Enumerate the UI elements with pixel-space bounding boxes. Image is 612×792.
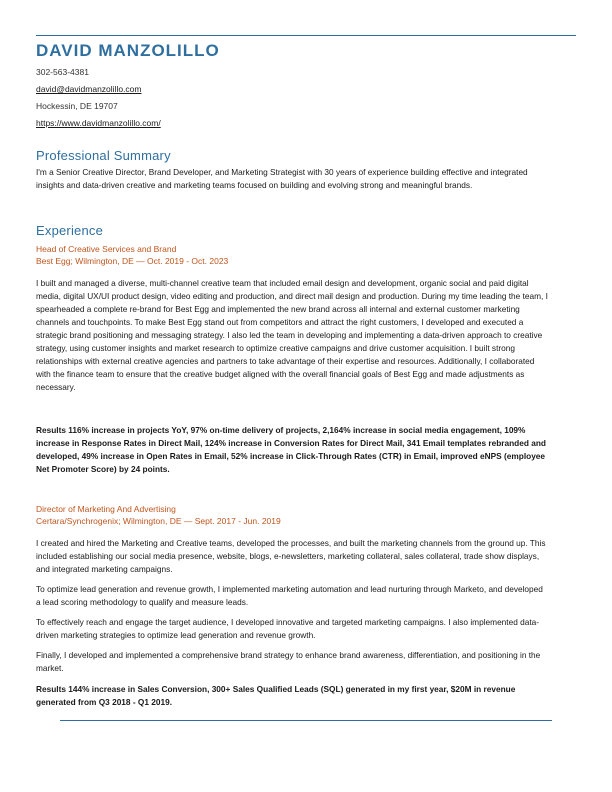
job-2-paragraph-4: Finally, I developed and implemented a comprehensive brand strategy to enhance brand awareness, differentiation, and positioning in the market. <box>36 650 541 673</box>
job-2-paragraph-1: I created and hired the Marketing and Creative teams, developed the processes, and built the marketing channels from the ground up. This included establishing our social media presence, website, blogs, e-newsletters, marketing collateral, sales collateral, trade show displays, and integrated marketing campaigns. <box>36 538 546 574</box>
bottom-divider <box>60 720 552 721</box>
email-link[interactable]: david@davidmanzolillo.com <box>36 84 142 94</box>
job-1-role: Head of Creative Services and Brand <box>36 244 177 254</box>
job-2-company-dates: Certara/Synchrogenix; Wilmington, DE — Sept. 2017 - Jun. 2019 <box>36 516 281 526</box>
candidate-name: DAVID MANZOLILLO <box>36 41 220 60</box>
location: Hockessin, DE 19707 <box>36 101 118 111</box>
summary-text: I'm a Senior Creative Director, Brand Developer, and Marketing Strategist with 30 years of experience building effective and integrated insights and data-driven creative and marketing teams focused on building and evolving strong and meaningful brands. <box>36 167 528 190</box>
job-2-paragraph-3: To effectively reach and engage the target audience, I developed innovative and targeted marketing campaigns. I also implemented data-driven marketing strategies to optimize lead generation and revenue growth. <box>36 617 540 640</box>
job-2-results: Results 144% increase in Sales Conversion, 300+ Sales Qualified Leads (SQL) generated in my first year, $20M in revenue generated from Q3 2018 - Q1 2019. <box>36 684 516 707</box>
job-2-role: Director of Marketing And Advertising <box>36 504 176 514</box>
job-1-company-dates: Best Egg; Wilmington, DE — Oct. 2019 - Oct. 2023 <box>36 256 229 266</box>
phone-number: 302-563-4381 <box>36 67 89 77</box>
website-link[interactable]: https://www.davidmanzolillo.com/ <box>36 118 161 128</box>
job-1-description: I built and managed a diverse, multi-channel creative team that included email design and development, organic social and paid digital media, digital UX/UI product design, video editing and production, and direct mail design and production. During my time leading the team, I spearheaded a complete re-brand for Best Egg and implemented the new brand across all internal and external customer marketing channels and touchpoints. To make Best Egg stand out from competitors and attract the right customers, I developed and executed a strategic brand positioning and messaging strategy. I also led the team in developing and implementing a data-driven approach to creative strategy, using customer insights and market research to optimize creative campaigns and drive customer acquisition. I built strong relationships with external creative agencies and partners to take advantage of their expertise and resources. Additionally, I collaborated with the finance team to ensure that the creative budget aligned with the overall financial goals of Best Egg and made adjustments as necessary. <box>36 278 548 392</box>
experience-heading: Experience <box>36 223 104 238</box>
job-1-results: Results 116% increase in projects YoY, 97% on-time delivery of projects, 2,164% increase in social media engagement, 109% increase in Response Rates in Direct Mail, 124% increase in Conversion Rates for Direct Mail, 341 Email templates rebranded and developed, 49% increase in Open Rates in Email, 52% increase in Click-Through Rates (CTR) in Email, improved eNPS (employee Net Promoter Score) by 24 points. <box>36 425 546 474</box>
top-divider <box>36 35 576 36</box>
summary-heading: Professional Summary <box>36 148 171 163</box>
job-2-paragraph-2: To optimize lead generation and revenue growth, I implemented marketing automation and lead nurturing through Marketo, and developed a lead scoring methodology to qualify and measure leads. <box>36 584 543 607</box>
